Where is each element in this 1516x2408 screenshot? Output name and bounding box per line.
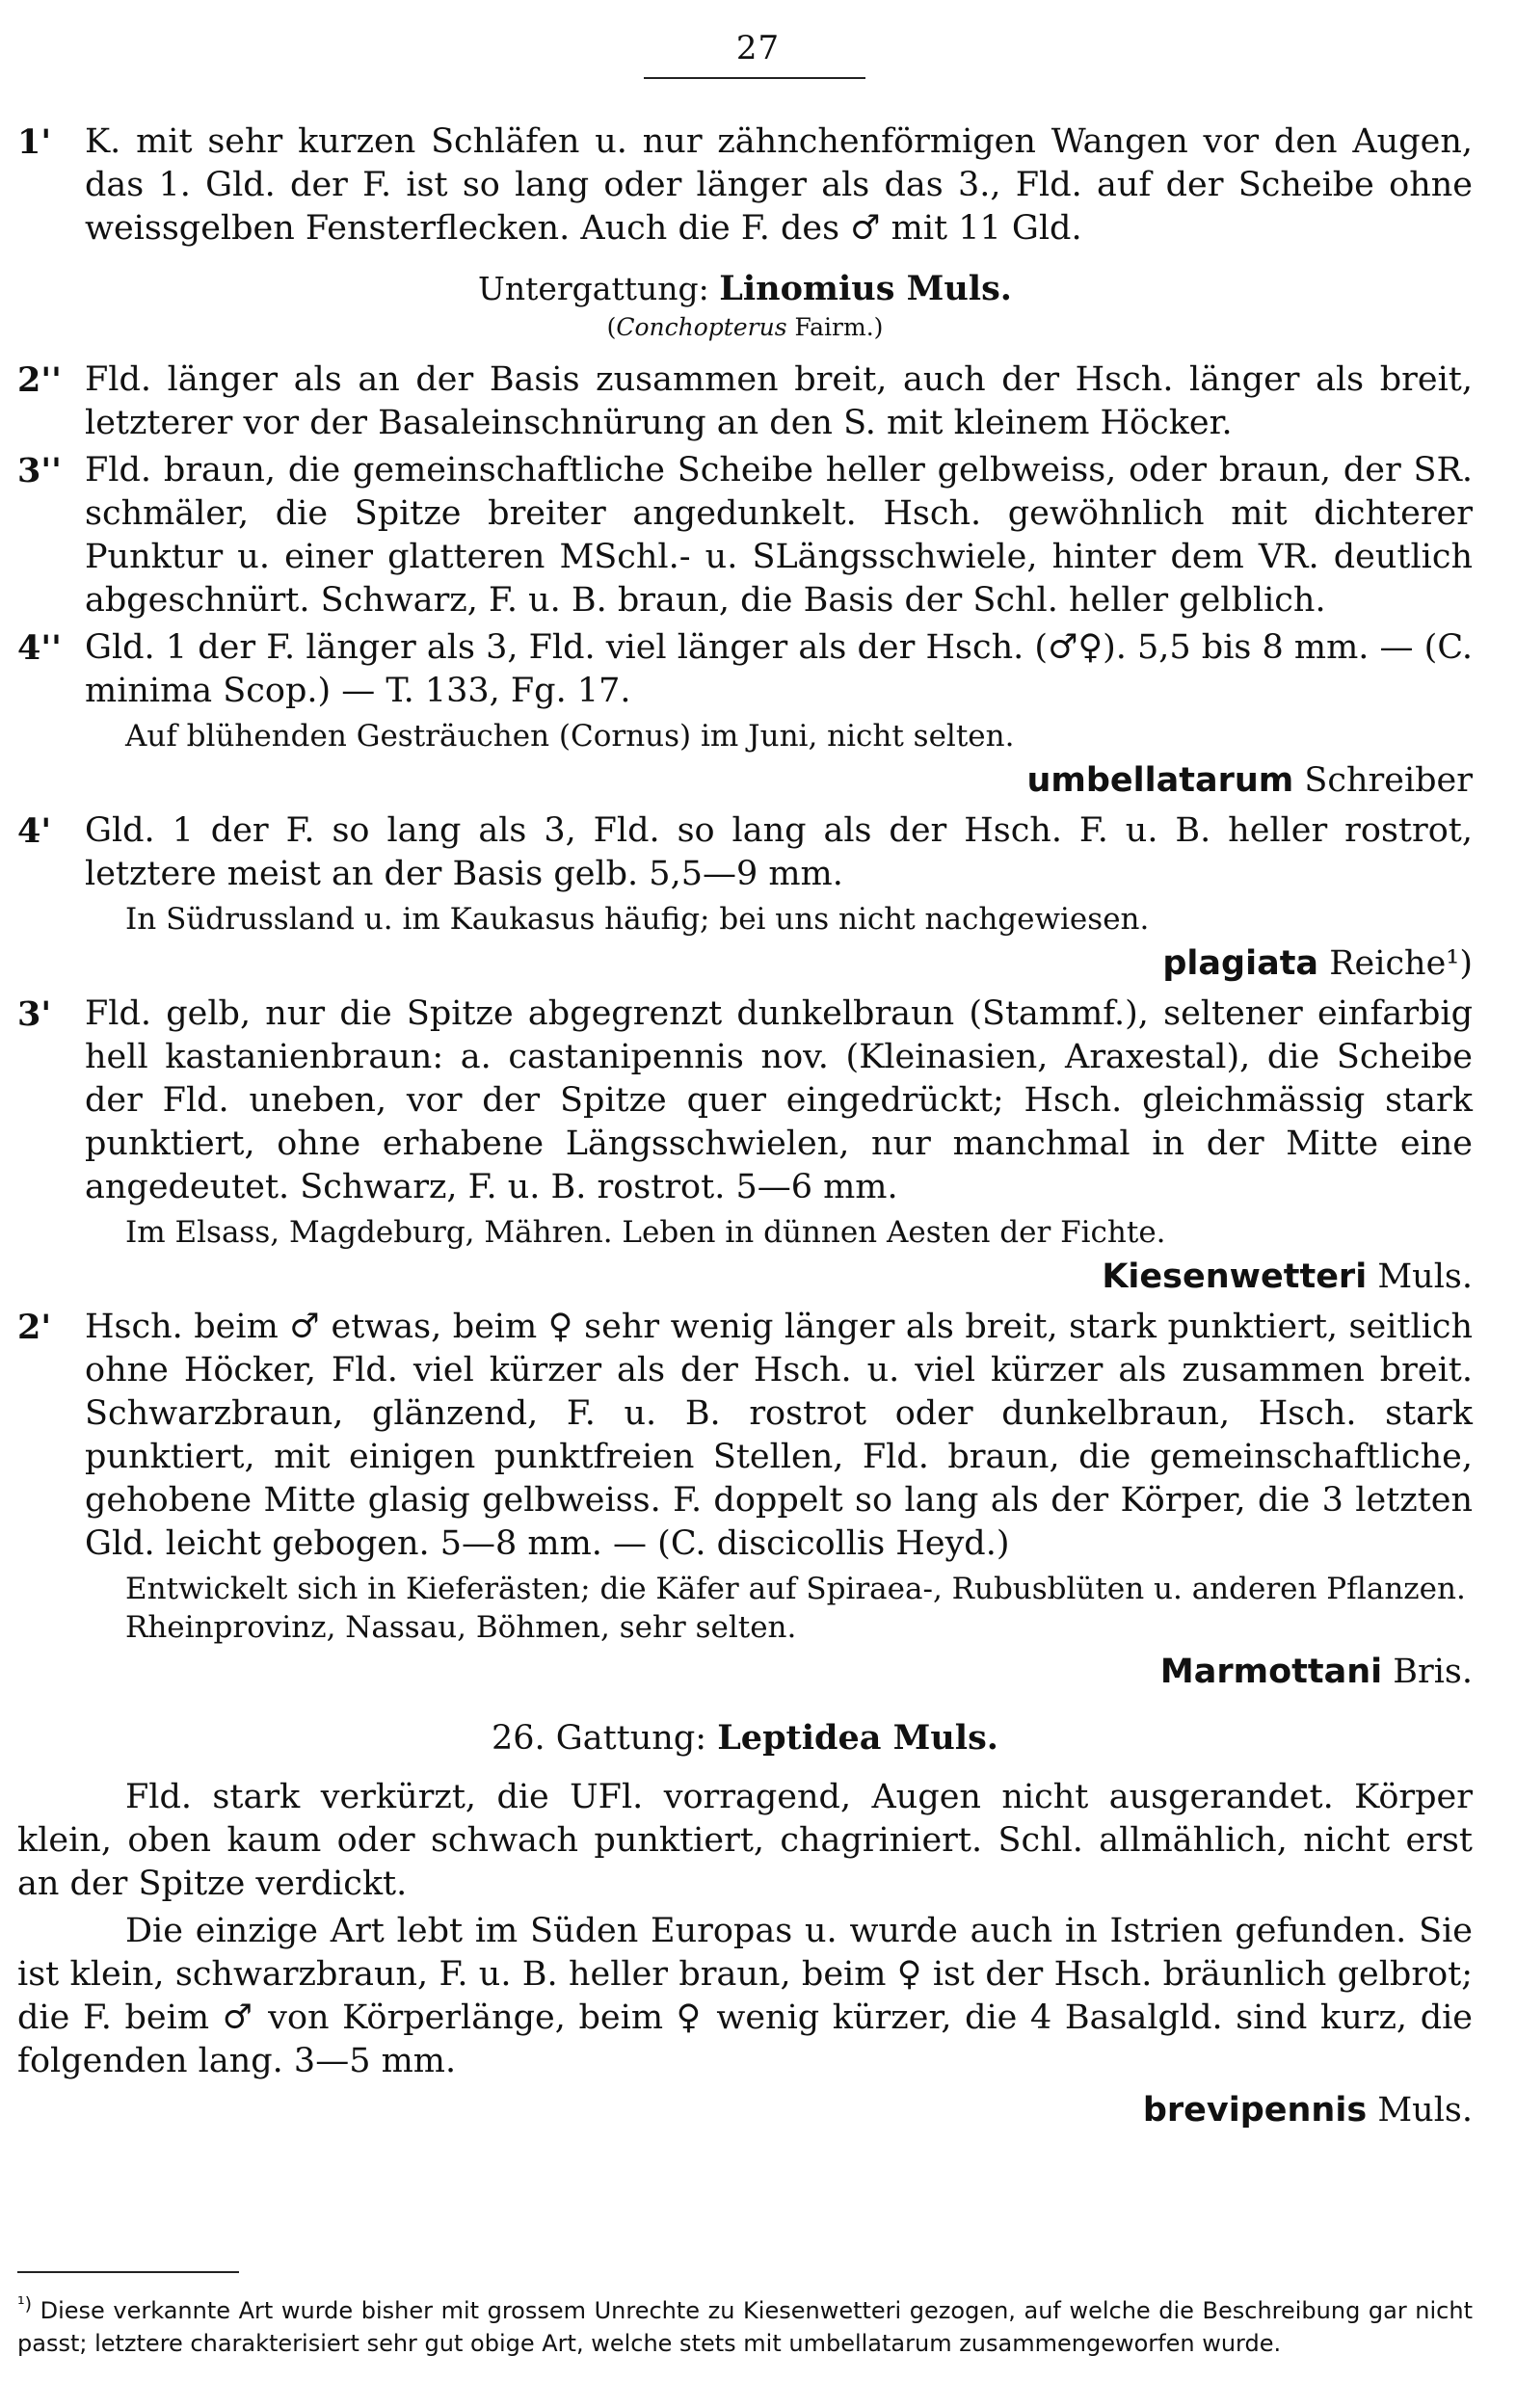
species-author: Schreiber — [1304, 761, 1473, 800]
footnote — [17, 2288, 1473, 2360]
habitat-note: In Südrussland u. im Kaukasus häufig; bei uns nicht nachgewiesen. — [125, 902, 1150, 937]
species-line — [17, 1649, 1473, 1695]
key-entry-2prime — [17, 1306, 1473, 1566]
key-number: 4' — [17, 811, 52, 851]
species-author: Bris. — [1393, 1653, 1473, 1691]
key-text: Gld. 1 der F. so lang als 3, Fld. so lang als der Hsch. F. u. B. heller rostrot, letztere meist an der Basis gelb. 5,5—9 mm. — [85, 811, 1473, 893]
key-entry-1prime — [17, 120, 1473, 251]
page-number: 27 — [735, 29, 781, 67]
key-entry-3dd — [17, 449, 1473, 622]
key-text: Gld. 1 der F. länger als 3, Fld. viel länger als der Hsch. (♂♀). 5,5 bis 8 mm. — (C. minima Scop.) — T. 133, Fg. 17. — [85, 628, 1473, 710]
species-line — [17, 940, 1473, 987]
species-name: umbellatarum — [1026, 761, 1294, 800]
subgenus-synonym: (Conchopterus Fairm.) — [606, 313, 884, 341]
key-number: 2'' — [17, 360, 62, 400]
habitat-note: Auf blühenden Gesträuchen (Cornus) im Juni, nicht selten. — [125, 719, 1015, 754]
habitat-note: Im Elsass, Magdeburg, Mähren. Leben in dünnen Aesten der Fichte. — [125, 1215, 1166, 1250]
key-number: 4'' — [17, 628, 62, 668]
subgenus-heading — [17, 268, 1473, 310]
subgenus-label: Untergattung: — [478, 270, 709, 307]
species-line — [17, 1254, 1473, 1300]
species-name: brevipennis — [1142, 2091, 1368, 2130]
key-text: Fld. länger als an der Basis zusammen breit, auch der Hsch. länger als breit, letzterer vor der Basaleinschnürung an den S. mit kleinem Höcker. — [85, 360, 1473, 442]
species-description: Die einzige Art lebt im Süden Europas u. wurde auch in Istrien gefunden. Sie ist klein, schwarzbraun, F. u. B. heller braun, beim ♀ ist der Hsch. bräunlich gelbrot; die F. beim ♂ von Körperlänge, beim ♀ wenig kürzer, die 4 Basalgld. sind kurz, die folgenden lang. 3—5 mm. — [17, 1912, 1473, 2080]
key-entry-2dd — [17, 358, 1473, 445]
species-name: Marmottani — [1159, 1653, 1383, 1691]
key-number: 2' — [17, 1308, 52, 1347]
footnote-rule — [17, 2271, 239, 2273]
footnote-text: Diese verkannte Art wurde bisher mit grossem Unrechte zu Kiesenwetteri gezogen, auf welche die Beschreibung gar nicht passt; letztere charakterisiert sehr gut obige Art, welche stets mit umbellatarum zusammengeworfen wurde. — [17, 2297, 1473, 2357]
genus-heading — [17, 1714, 1473, 1762]
key-text: K. mit sehr kurzen Schläfen u. nur zähnchenförmigen Wangen vor den Augen, das 1. Gld. der F. ist so lang oder länger als das 3., Fld. auf der Scheibe ohne weissgelben Fensterflecken. Auch die F. des ♂ mit 11 Gld. — [85, 122, 1473, 248]
genus-description: Fld. stark verkürzt, die UFl. vorragend, Augen nicht ausgerandet. Körper klein, oben kaum oder schwach punktiert, chagriniert. Schl. allmählich, nicht erst an der Spitze verdickt. — [17, 1778, 1473, 1903]
key-text: Hsch. beim ♂ etwas, beim ♀ sehr wenig länger als breit, stark punktiert, seitlich ohne Höcker, Fld. viel kürzer als der Hsch. u. viel kürzer als zusammen breit. Schwarzbraun, glänzend, F. u. B. rostrot oder dunkelbraun, Hsch. stark punktiert, mit einigen punktfreien Stellen, Fld. braun, die gemeinschaftliche, gehobene Mitte glasig gelbweiss. F. doppelt so lang als der Körper, die 3 letzten Gld. leicht gebogen. 5—8 mm. — (C. discicollis Heyd.) — [85, 1308, 1473, 1563]
header-rule — [644, 77, 865, 79]
key-number: 3'' — [17, 451, 62, 490]
footnote-mark: ¹) — [17, 2293, 33, 2315]
page-body — [17, 120, 1473, 2139]
key-text: Fld. braun, die gemeinschaftliche Scheibe heller gelbweiss, oder braun, der SR. schmäler, die Spitze breiter angedunkelt. Hsch. gewöhnlich mit dichterer Punktur u. einer glatteren MSchl.- u. SLängsschwiele, hinter dem VR. deutlich abgeschnürt. Schwarz, F. u. B. braun, die Basis der Schl. heller gelblich. — [85, 451, 1473, 620]
genus-name: Leptidea Muls. — [717, 1718, 998, 1758]
key-entry-4prime — [17, 809, 1473, 896]
key-number: 3' — [17, 994, 52, 1034]
synonym-author: Fairm. — [794, 313, 874, 341]
synonym-name: Conchopterus — [616, 313, 787, 341]
key-entry-3prime — [17, 992, 1473, 1209]
species-line — [17, 757, 1473, 804]
habitat-note: Entwickelt sich in Kieferästen; die Käfer auf Spiraea-, Rubusblüten u. anderen Pflanzen. Rheinprovinz, Nassau, Böhmen, sehr selten. — [125, 1572, 1466, 1645]
genus-label: 26. Gattung: — [492, 1719, 707, 1758]
key-text: Fld. gelb, nur die Spitze abgegrenzt dunkelbraun (Stammf.), seltener einfarbig hell kastanienbraun: a. castanipennis nov. (Kleinasien, Araxestal), die Scheibe der Fld. uneben, vor der Spitze quer eingedrückt; Hsch. gleichmässig stark punktiert, ohne erhabene Längsschwielen, nur manchmal in der Mitte eine angedeutet. Schwarz, F. u. B. rostrot. 5—6 mm. — [85, 994, 1473, 1206]
species-name: plagiata — [1162, 944, 1319, 983]
key-entry-4dd — [17, 626, 1473, 713]
species-author: Muls. — [1377, 2091, 1473, 2130]
species-author: Reiche¹) — [1329, 944, 1473, 983]
species-name: Kiesenwetteri — [1102, 1257, 1368, 1296]
subgenus-name: Linomius Muls. — [719, 269, 1012, 308]
key-number: 1' — [17, 122, 52, 162]
species-line — [17, 2087, 1473, 2133]
species-author: Muls. — [1377, 1257, 1473, 1296]
